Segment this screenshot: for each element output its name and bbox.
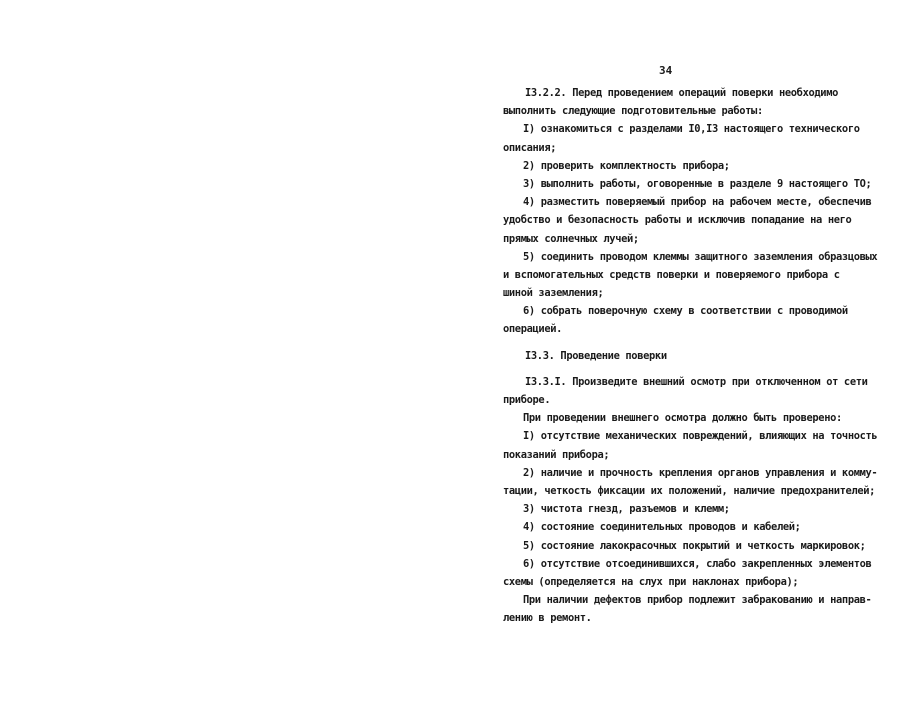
text-line: I3.3.I. Произведите внешний осмотр при отключенном от сети xyxy=(525,375,868,388)
text-line: 6) собрать поверочную схему в соответствии с проводимой xyxy=(523,305,848,318)
text-line: шиной заземления; xyxy=(503,287,604,300)
paragraph-gap xyxy=(503,365,843,373)
text-line: I) ознакомиться с разделами I0,I3 настоящего технического xyxy=(523,123,860,136)
text-line: операцией. xyxy=(503,323,563,336)
document-body xyxy=(503,84,878,627)
text-line: приборе. xyxy=(503,394,551,406)
text-line: 5) состояние лакокрасочных покрытий и четкость маркировок; xyxy=(523,539,866,552)
text-line: лению в ремонт. xyxy=(503,612,592,625)
text-line: I) отсутствие механических повреждений, влияющих на точность xyxy=(523,430,878,443)
text-line: удобство и безопасность работы и исключив попадание на него xyxy=(503,214,852,227)
text-line: 2) наличие и прочность крепления органов управления и комму- xyxy=(523,466,878,479)
text-line: 3) выполнить работы, оговоренные в разделе 9 настоящего ТО; xyxy=(523,177,872,190)
text-line: описания; xyxy=(503,141,557,154)
paragraph-gap xyxy=(503,339,843,347)
text-line: тации, четкость фиксации их положений, наличие предохранителей; xyxy=(503,484,876,497)
text-line: I3.2.2. Перед проведением операций поверки необходимо xyxy=(525,87,839,99)
text-line: и вспомогательных средств поверки и поверяемого прибора с xyxy=(503,268,840,281)
text-line: 2) проверить комплектность прибора; xyxy=(523,159,730,172)
page-number: 34 xyxy=(659,64,673,77)
text-line: 6) отсутствие отсоединившихся, слабо закрепленных элементов xyxy=(523,557,872,570)
text-line: показаний прибора; xyxy=(503,448,610,461)
text-line: 4) состояние соединительных проводов и кабелей; xyxy=(523,521,801,534)
text-line: схемы (определяется на слух при наклонах прибора); xyxy=(503,575,799,588)
text-line: прямых солнечных лучей; xyxy=(503,232,639,245)
text-line: I3.3. Проведение поверки xyxy=(525,349,667,362)
text-line: При наличии дефектов прибор подлежит забракованию и направ- xyxy=(523,594,872,607)
text-line: выполнить следующие подготовительные работы: xyxy=(503,105,763,118)
text-line: 4) разместить поверяемый прибор на рабочем месте, обеспечив xyxy=(523,196,872,209)
text-line: 3) чистота гнезд, разъемов и клемм; xyxy=(523,503,730,516)
text-line: При проведении внешнего осмотра должно быть проверено: xyxy=(523,412,842,425)
text-line: 5) соединить проводом клеммы защитного заземления образцовых xyxy=(523,250,878,263)
